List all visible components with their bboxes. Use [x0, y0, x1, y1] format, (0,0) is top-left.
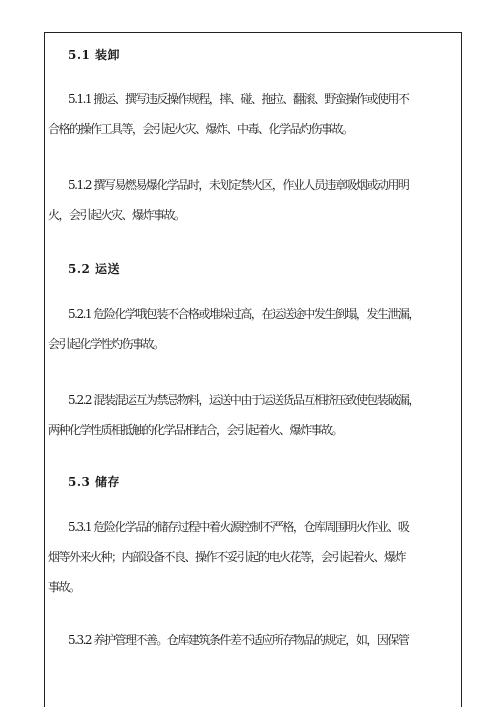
paragraph-line: 事故。: [48, 580, 80, 594]
paragraph-line: 合格的操作工具等，会引起火灾、爆炸、中毒、化学品灼伤事故。: [48, 122, 353, 136]
paragraph-5-2-2: [48, 385, 460, 445]
section-heading-5-3: 5.3 储存: [68, 475, 121, 489]
paragraph-5-2-1: [48, 299, 460, 359]
paragraph-line: 5.3.2 养护管理不善。仓库建筑条件差不适应所存物品的规定，如，因保管: [68, 633, 409, 647]
paragraph-5-1-2: [48, 170, 460, 230]
section-heading-5-2: 5.2 运送: [68, 262, 121, 276]
paragraph-line: 烟等外来火种；内部设备不良、操作不妥引起的电火花等，会引起着火、爆炸: [48, 550, 406, 564]
section-heading-5-1: 5.1 装卸: [68, 48, 121, 62]
paragraph-line: 5.2.2 混装混运互为禁忌物料，运送中由于运送货品互相挤压致使包装破漏，: [68, 393, 419, 407]
paragraph-line: 5.1.1 搬运、撰写违反操作规程，摔、碰、拖拉、翻滚、野蛮操作或使用不: [68, 92, 409, 106]
paragraph-line: 5.3.1 危险化学品的储存过程中着火源控制不严格，仓库周围明火作业、吸: [68, 520, 409, 534]
paragraph-5-1-1: [48, 84, 460, 144]
paragraph-line: 两种化学性质相抵触的化学品相结合，会引起着火、爆炸事故。: [48, 423, 343, 437]
paragraph-line: 火，会引起火灾、爆炸事故。: [48, 208, 185, 222]
paragraph-line: 会引起化学性灼伤事故。: [48, 337, 164, 351]
paragraph-5-3-1: [48, 512, 460, 602]
paragraph-line: 5.1.2 撰写易燃易爆化学品时，未划定禁火区，作业人员违章吸烟或动用明: [68, 178, 409, 192]
paragraph-line: 5.2.1 危险化学哦包装不合格或堆垛过高，在运送途中发生倒塌，发生泄漏，: [68, 307, 419, 321]
paragraph-5-3-2: [68, 625, 460, 655]
